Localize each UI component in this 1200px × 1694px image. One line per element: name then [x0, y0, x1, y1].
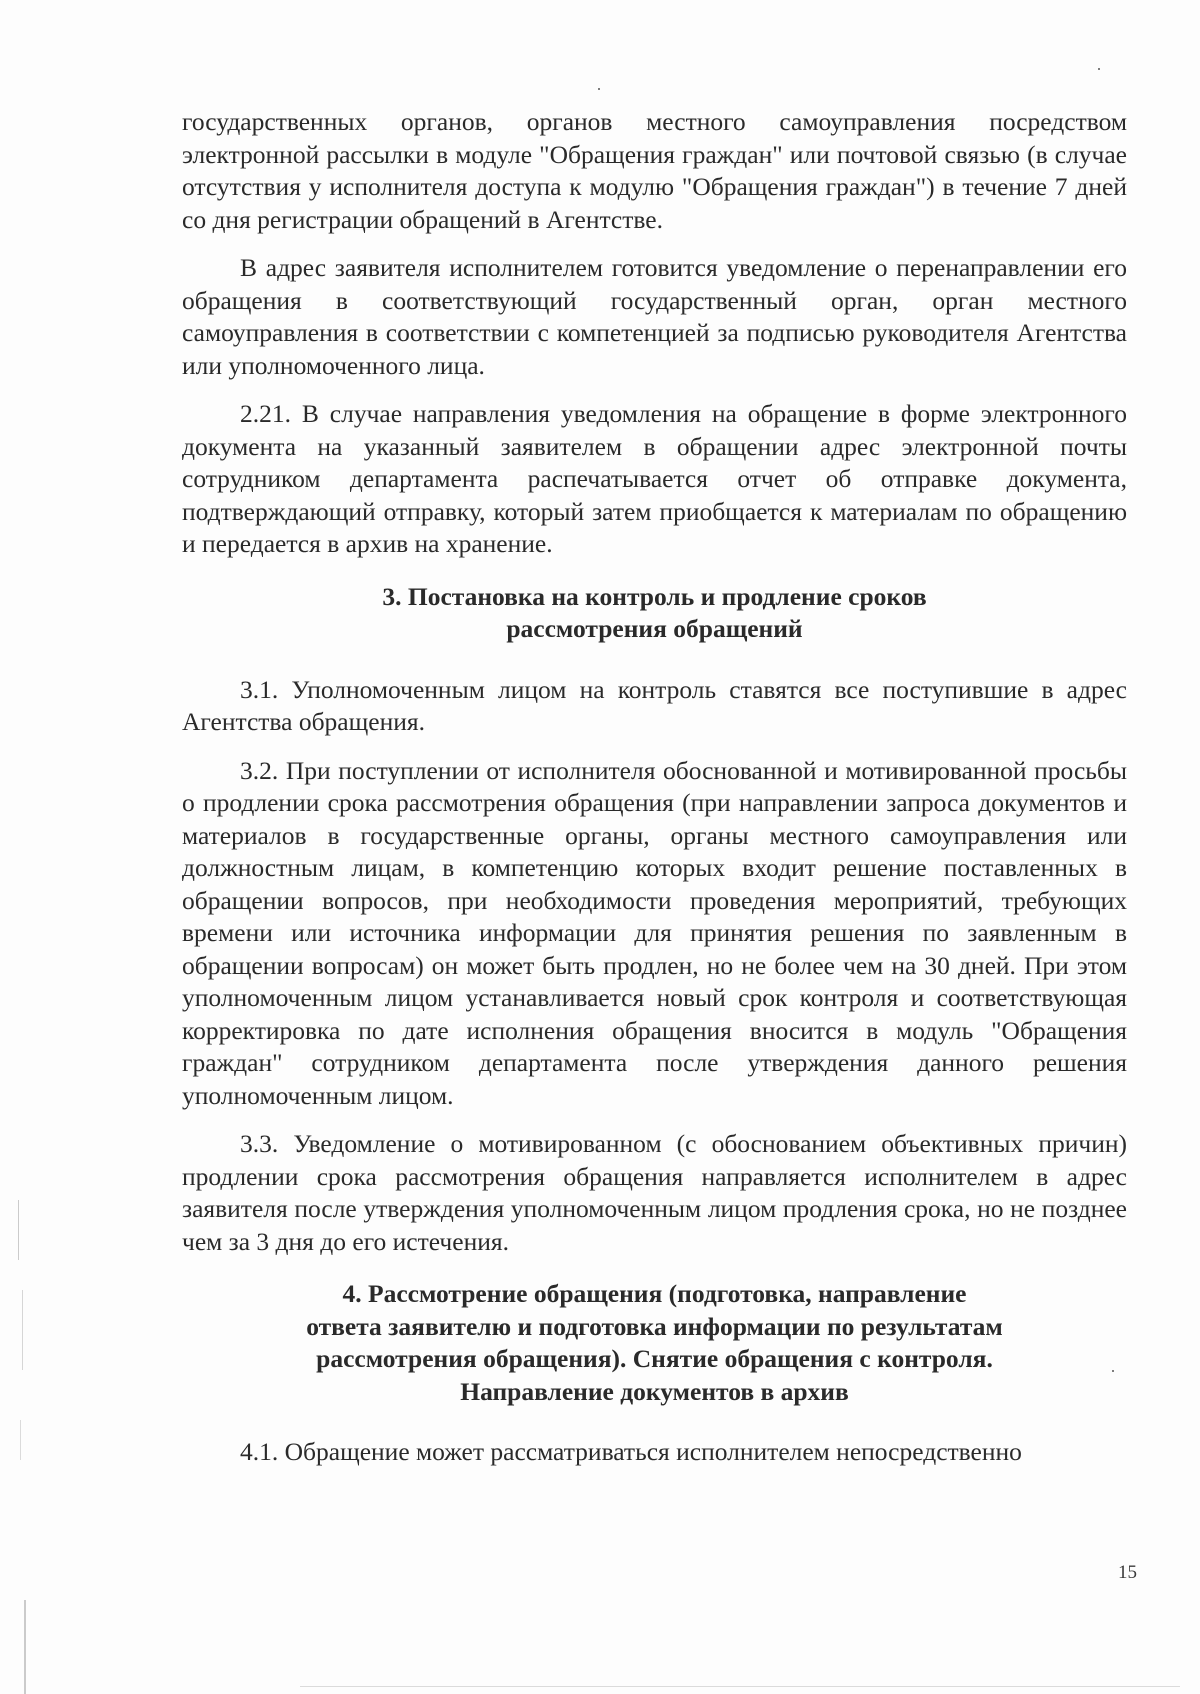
section-4-title-line-2: ответа заявителю и подготовка информации по результатам: [306, 1311, 1003, 1341]
paragraph-3-3: 3.3. Уведомление о мотивированном (с обоснованием объективных причин) продлении срока рассмотрения обращения направляется исполнителем в адрес заявителя после утверждения уполномоченным лицом продления срока, но не позднее чем за 3 дня до его истечения.: [182, 1129, 1127, 1256]
page-number: 15: [1118, 1562, 1137, 1583]
paragraph-4-1: 4.1. Обращение может рассматриваться исполнителем непосредственно: [240, 1437, 1022, 1466]
paragraph-continuation: государственных органов, органов местного самоуправления посредством электронной рассылки в модуле "Обращения граждан" или почтовой связью (в случае отсутствия у исполнителя доступа к модулю "Обращения граждан") в течение 7 дней со дня регистрации обращений в Агентстве.: [182, 107, 1127, 234]
scan-artifact: [22, 1290, 23, 1370]
section-4-heading: [182, 1278, 1127, 1408]
scan-artifact: [300, 1686, 1180, 1687]
section-3-title-line-1: 3. Постановка на контроль и продление сроков: [382, 581, 927, 611]
section-4-title-line-1: 4. Рассмотрение обращения (подготовка, направление: [342, 1279, 967, 1308]
scan-dot: [598, 88, 600, 90]
section-3-title-line-2: рассмотрения обращений: [506, 614, 803, 643]
document-body: [182, 106, 1127, 1485]
paragraph-notification: В адрес заявителя исполнителем готовится уведомление о перенаправлении его обращения в соответствующий государственный орган, орган местного самоуправления в соответствии с компетенцией за подписью руководителя Агентства или уполномоченного лица.: [182, 253, 1127, 380]
paragraph-3-1: 3.1. Уполномоченным лицом на контроль ставятся все поступившие в адрес Агентства обращения.: [182, 674, 1127, 736]
paragraph-3-2: 3.2. При поступлении от исполнителя обоснованной и мотивированной просьбы о продлении срока рассмотрения обращения (при направлении запроса документов и материалов в государственные органы, органы местного самоуправления или должностным лицам, в компетенцию которых входит решение поставленных в обращении вопросов, при необходимости проведения мероприятий, требующих времени или источника информации для принятия решения по заявленным в обращении вопросам) он может быть продлен, но не более чем на 30 дней. При этом уполномоченным лицом устанавливается новый срок контроля и соответствующая корректировка по дате исполнения обращения вносится в модуль "Обращения граждан" сотрудником департамента после утверждения данного решения уполномоченным лицом.: [182, 755, 1127, 1110]
scan-dot: [1098, 68, 1100, 70]
paragraph-2-21: 2.21. В случае направления уведомления на обращение в форме электронного документа на указанный заявителем в обращении адрес электронной почты сотрудником департамента распечатывается отчет об отправке документа, подтверждающий отправку, который затем приобщается к материалам по обращению и передается в архив на хранение.: [182, 399, 1127, 558]
scan-artifact: [24, 1600, 26, 1694]
scan-artifact: [20, 1420, 21, 1460]
section-3-heading: [182, 581, 1127, 646]
scan-dot: [1112, 1370, 1114, 1372]
section-4-title-line-3: рассмотрения обращения). Снятие обращения с контроля.: [316, 1344, 993, 1373]
scan-artifact: [18, 1200, 19, 1260]
section-4-title-line-4: Направление документов в архив: [460, 1376, 849, 1406]
